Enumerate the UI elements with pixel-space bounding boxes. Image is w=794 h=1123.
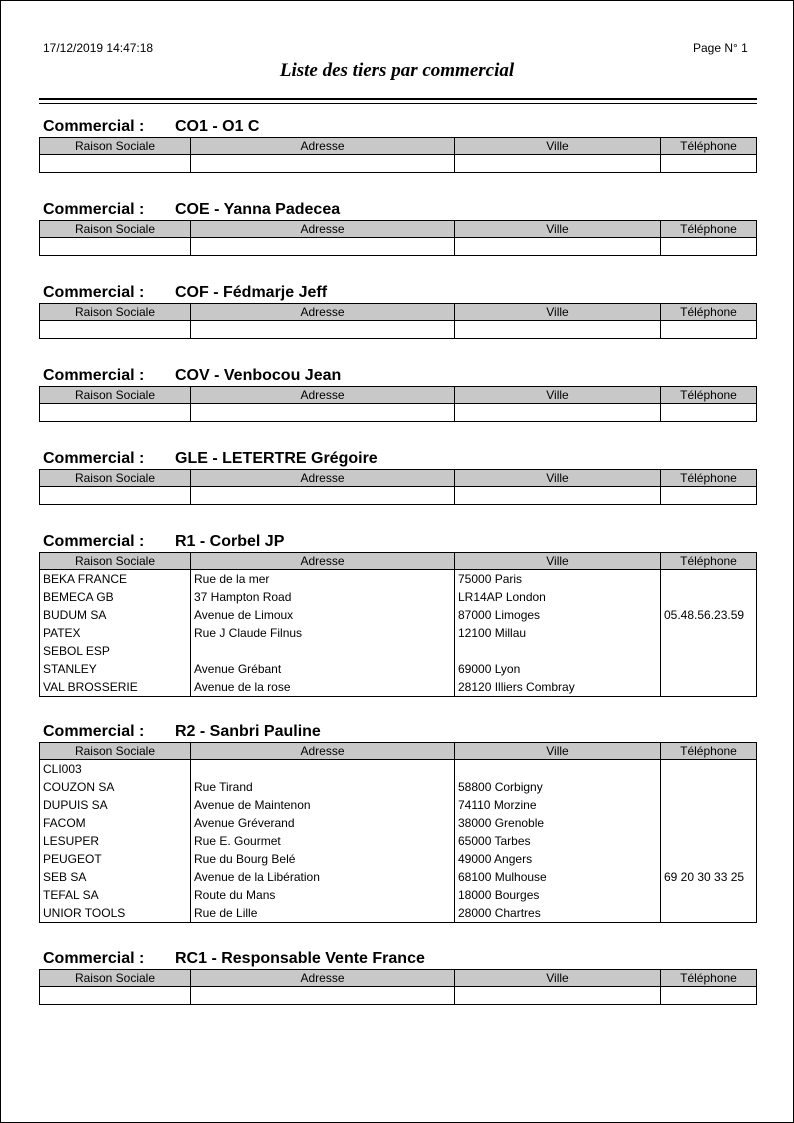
cell-ville: 58800 Corbigny: [458, 780, 543, 794]
cell-raison: STANLEY: [43, 662, 97, 676]
column-raison: [40, 570, 191, 696]
cell-adresse: Rue du Bourg Belé: [194, 852, 296, 866]
col-header-raison-sociale: Raison Sociale: [40, 221, 191, 237]
cell-ville: LR14AP London: [458, 590, 546, 604]
commercial-section: [39, 117, 757, 173]
table-body: [40, 155, 756, 172]
cell-raison: BEKA FRANCE: [43, 572, 128, 586]
col-header-telephone: Téléphone: [680, 305, 737, 319]
cell-adresse: Avenue de la rose: [194, 680, 291, 694]
column-raison: [40, 487, 191, 504]
table-body: [40, 487, 756, 504]
col-header-adresse: Adresse: [191, 553, 455, 569]
column-telephone: [661, 155, 756, 172]
tiers-table: [39, 386, 757, 422]
cell-ville: 18000 Bourges: [458, 888, 540, 902]
commercial-name: R1 - Corbel JP: [175, 533, 285, 550]
cell-raison: BUDUM SA: [43, 608, 107, 622]
commercial-section: [39, 532, 757, 697]
column-adresse: [191, 760, 455, 922]
col-header-ville: Ville: [455, 743, 661, 759]
cell-ville: 28000 Chartres: [458, 906, 541, 920]
table-body: [40, 570, 756, 696]
table-header: [40, 970, 756, 987]
commercial-label: Commercial :: [43, 201, 145, 218]
column-ville: [455, 238, 661, 255]
cell-raison: SEB SA: [43, 870, 87, 884]
column-raison: [40, 321, 191, 338]
col-header-telephone: Téléphone: [680, 471, 737, 485]
section-heading: [39, 117, 757, 137]
cell-adresse: Rue de la mer: [194, 572, 270, 586]
tiers-table: [39, 469, 757, 505]
col-header-raison-sociale: Raison Sociale: [40, 970, 191, 986]
cell-ville: 65000 Tarbes: [458, 834, 531, 848]
column-adresse: [191, 487, 455, 504]
telephone-value: 69 20 30 33 25: [664, 870, 745, 884]
column-telephone: [661, 321, 756, 338]
section-heading: [39, 722, 757, 742]
col-header-telephone: Téléphone: [680, 139, 737, 153]
cell-raison: CLI003: [43, 762, 82, 776]
table-body: [40, 238, 756, 255]
table-header: [40, 304, 756, 321]
tiers-table: [39, 552, 757, 697]
commercial-label: Commercial :: [43, 367, 145, 384]
cell-adresse: Avenue de la Libération: [194, 870, 320, 884]
cell-ville: [455, 760, 660, 778]
col-header-adresse: Adresse: [191, 387, 455, 403]
print-datetime: 17/12/2019 14:47:18: [43, 41, 154, 55]
cell-raison: DUPUIS SA: [43, 798, 108, 812]
cell-raison: SEBOL ESP: [43, 644, 110, 658]
section-heading: [39, 283, 757, 303]
column-adresse: [191, 987, 455, 1004]
section-heading: [39, 949, 757, 969]
cell-adresse: Avenue Grébant: [194, 662, 282, 676]
section-heading: [39, 449, 757, 469]
commercial-name: R2 - Sanbri Pauline: [175, 723, 321, 740]
commercial-section: [39, 283, 757, 339]
column-ville: [455, 487, 661, 504]
commercial-label: Commercial :: [43, 450, 145, 467]
cell-adresse: Rue E. Gourmet: [194, 834, 281, 848]
col-header-adresse: Adresse: [191, 743, 455, 759]
section-heading: [39, 200, 757, 220]
commercial-section: [39, 949, 757, 1005]
table-body: [40, 760, 756, 922]
commercial-label: Commercial :: [43, 533, 145, 550]
column-adresse: [191, 155, 455, 172]
col-header-adresse: Adresse: [191, 970, 455, 986]
column-ville: [455, 987, 661, 1004]
col-header-ville: Ville: [455, 970, 661, 986]
column-ville: [455, 155, 661, 172]
section-heading: [39, 532, 757, 552]
commercial-name: COE - Yanna Padecea: [175, 201, 341, 218]
table-header: [40, 138, 756, 155]
cell-adresse: Rue de Lille: [194, 906, 258, 920]
col-header-adresse: Adresse: [191, 221, 455, 237]
table-header: [40, 221, 756, 238]
column-ville: [455, 321, 661, 338]
column-adresse: [191, 570, 455, 696]
cell-raison: TEFAL SA: [43, 888, 99, 902]
cell-ville: 49000 Angers: [458, 852, 533, 866]
cell-ville: 75000 Paris: [458, 572, 523, 586]
col-header-adresse: Adresse: [191, 470, 455, 486]
col-header-raison-sociale: Raison Sociale: [40, 304, 191, 320]
telephone-value: 05.48.56.23.59: [664, 608, 745, 622]
commercial-section: [39, 200, 757, 256]
report-title: Liste des tiers par commercial: [279, 60, 515, 81]
column-adresse: [191, 404, 455, 421]
cell-adresse: [191, 760, 454, 778]
col-header-telephone: Téléphone: [680, 388, 737, 402]
tiers-table: [39, 220, 757, 256]
cell-raison: COUZON SA: [43, 780, 115, 794]
header-rule-thick: [39, 98, 757, 100]
col-header-ville: Ville: [455, 553, 661, 569]
col-header-ville: Ville: [455, 221, 661, 237]
commercial-section: [39, 449, 757, 505]
page-number: Page N° 1: [693, 41, 748, 55]
commercial-label: Commercial :: [43, 950, 145, 967]
table-header: [40, 743, 756, 760]
cell-adresse: Avenue de Maintenon: [194, 798, 311, 812]
column-ville: [455, 570, 661, 696]
col-header-raison-sociale: Raison Sociale: [40, 387, 191, 403]
col-header-telephone: Téléphone: [680, 971, 737, 985]
column-raison: [40, 760, 191, 922]
column-raison: [40, 155, 191, 172]
col-header-telephone: Téléphone: [680, 222, 737, 236]
commercial-name: CO1 - O1 C: [175, 118, 260, 135]
column-ville: [455, 404, 661, 421]
commercial-name: RC1 - Responsable Vente France: [175, 950, 425, 967]
col-header-raison-sociale: Raison Sociale: [40, 553, 191, 569]
col-header-raison-sociale: Raison Sociale: [40, 470, 191, 486]
col-header-ville: Ville: [455, 387, 661, 403]
cell-adresse: Avenue Gréverand: [194, 816, 295, 830]
column-raison: [40, 987, 191, 1004]
column-telephone: [661, 987, 756, 1004]
tiers-table: [39, 969, 757, 1005]
cell-ville: 12100 Millau: [458, 626, 527, 640]
tiers-table: [39, 742, 757, 923]
table-header: [40, 387, 756, 404]
table-header: [40, 553, 756, 570]
commercial-label: Commercial :: [43, 723, 145, 740]
cell-raison: LESUPER: [43, 834, 100, 848]
tiers-table: [39, 137, 757, 173]
cell-adresse: Avenue de Limoux: [194, 608, 294, 622]
cell-raison: BEMECA GB: [43, 590, 114, 604]
commercial-label: Commercial :: [43, 118, 145, 135]
col-header-raison-sociale: Raison Sociale: [40, 138, 191, 154]
column-adresse: [191, 321, 455, 338]
cell-adresse: Rue J Claude Filnus: [194, 626, 303, 640]
cell-ville: 28120 Illiers Combray: [458, 680, 575, 694]
cell-ville: 87000 Limoges: [458, 608, 541, 622]
commercial-label: Commercial :: [43, 284, 145, 301]
cell-adresse: 37 Hampton Road: [194, 590, 292, 604]
commercial-section: [39, 722, 757, 923]
table-header: [40, 470, 756, 487]
commercial-name: COF - Fédmarje Jeff: [175, 284, 328, 301]
column-telephone: [661, 404, 756, 421]
col-header-telephone: Téléphone: [680, 554, 737, 568]
header-rule-thin: [39, 103, 757, 104]
section-heading: [39, 366, 757, 386]
col-header-ville: Ville: [455, 470, 661, 486]
cell-ville: [455, 642, 660, 660]
col-header-adresse: Adresse: [191, 304, 455, 320]
commercial-section: [39, 366, 757, 422]
column-telephone: [661, 760, 756, 922]
column-adresse: [191, 238, 455, 255]
commercial-name: COV - Venbocou Jean: [175, 367, 342, 384]
col-header-raison-sociale: Raison Sociale: [40, 743, 191, 759]
cell-raison: FACOM: [43, 816, 86, 830]
cell-ville: 74110 Morzine: [458, 798, 537, 812]
table-body: [40, 404, 756, 421]
cell-ville: 69000 Lyon: [458, 662, 521, 676]
column-telephone: [661, 487, 756, 504]
cell-adresse: [191, 642, 454, 660]
cell-raison: UNIOR TOOLS: [43, 906, 126, 920]
column-telephone: [661, 238, 756, 255]
cell-raison: PATEX: [43, 626, 81, 640]
cell-raison: VAL BROSSERIE: [43, 680, 138, 694]
column-raison: [40, 404, 191, 421]
col-header-telephone: Téléphone: [680, 744, 737, 758]
cell-adresse: Route du Mans: [194, 888, 276, 902]
column-telephone: [661, 570, 756, 696]
table-body: [40, 987, 756, 1004]
cell-adresse: Rue Tirand: [194, 780, 253, 794]
col-header-ville: Ville: [455, 304, 661, 320]
tiers-table: [39, 303, 757, 339]
cell-raison: PEUGEOT: [43, 852, 102, 866]
col-header-adresse: Adresse: [191, 138, 455, 154]
column-ville: [455, 760, 661, 922]
cell-ville: 68100 Mulhouse: [458, 870, 547, 884]
table-body: [40, 321, 756, 338]
col-header-ville: Ville: [455, 138, 661, 154]
column-raison: [40, 238, 191, 255]
commercial-name: GLE - LETERTRE Grégoire: [175, 450, 378, 467]
cell-ville: 38000 Grenoble: [458, 816, 545, 830]
